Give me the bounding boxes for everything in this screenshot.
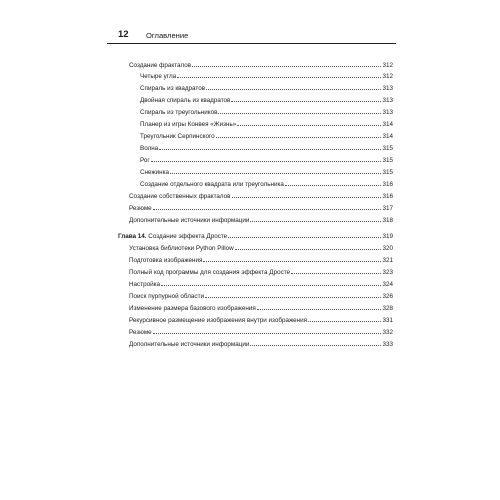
toc-entry[interactable]: Снежинка 315 xyxy=(140,169,393,176)
page-number: 12 xyxy=(118,29,129,40)
toc-entry[interactable]: Спираль из квадратов 313 xyxy=(140,85,393,92)
running-title: Оглавление xyxy=(146,31,189,40)
toc-entry[interactable]: Создание собственных фракталов 316 xyxy=(129,193,393,200)
dot-leader xyxy=(153,328,382,334)
toc-entry[interactable]: Дополнительные источники информации 318 xyxy=(129,217,393,224)
toc-entry[interactable]: Поиск пурпурной области 326 xyxy=(129,293,393,300)
dot-leader xyxy=(216,132,382,138)
chapter-title: Создание эффекта Дросте xyxy=(146,233,228,240)
dot-leader xyxy=(231,96,381,102)
dot-leader xyxy=(151,156,382,162)
dot-leader xyxy=(250,216,381,222)
toc-entry[interactable]: Волна 315 xyxy=(140,145,393,152)
toc-entry[interactable]: Полный код программы для создания эффекта Дросте 323 xyxy=(129,269,393,276)
toc-entry[interactable]: Резюме 317 xyxy=(129,205,393,212)
toc-entry[interactable]: Рекурсивное размещение изображения внутри изображения 331 xyxy=(129,317,393,324)
toc-entry[interactable]: Резюме 332 xyxy=(129,329,393,336)
chapter-label: Глава 14. xyxy=(118,233,147,240)
toc-entry[interactable]: Создание отдельного квадрата или треугольника 316 xyxy=(140,181,393,188)
toc-entry[interactable]: Создание фракталов 312 xyxy=(129,62,393,69)
toc-entry[interactable]: Треугольник Серпинского 314 xyxy=(140,133,393,140)
dot-leader xyxy=(218,108,381,114)
toc-entry[interactable]: Двойная спираль из квадратов 313 xyxy=(140,97,393,104)
dot-leader xyxy=(192,61,381,67)
dot-leader xyxy=(285,180,382,186)
toc-entry[interactable]: Спираль из треугольников 313 xyxy=(140,109,393,116)
toc-entry[interactable]: Изменение размера базового изображения 328 xyxy=(129,305,393,312)
dot-leader xyxy=(257,304,382,310)
toc-entry[interactable]: Планер из игры Конвея «Жизнь» 314 xyxy=(140,121,393,128)
dot-leader xyxy=(250,340,381,346)
dot-leader xyxy=(232,192,382,198)
toc-entry[interactable]: Рог 315 xyxy=(140,157,393,164)
dot-leader xyxy=(203,256,381,262)
dot-leader xyxy=(161,280,381,286)
dot-leader xyxy=(170,168,381,174)
toc-chapter-entry[interactable]: Глава 14. Создание эффекта Дросте 319 xyxy=(118,233,393,240)
dot-leader xyxy=(237,120,381,126)
toc-entry[interactable]: Четыре угла 312 xyxy=(140,73,393,80)
dot-leader xyxy=(235,244,382,250)
toc-entry[interactable]: Установка библиотеки Python Pillow 320 xyxy=(129,245,393,252)
dot-leader xyxy=(159,144,381,150)
dot-leader xyxy=(205,292,382,298)
dot-leader xyxy=(206,84,381,90)
dot-leader xyxy=(153,204,382,210)
dot-leader xyxy=(177,72,381,78)
dot-leader xyxy=(308,316,381,322)
toc-entry[interactable]: Дополнительные источники информации 333 xyxy=(129,341,393,348)
toc-entry[interactable]: Подготовка изображения 321 xyxy=(129,257,393,264)
toc-entry[interactable]: Настройка 324 xyxy=(129,281,393,288)
dot-leader xyxy=(228,232,381,238)
dot-leader xyxy=(291,268,381,274)
